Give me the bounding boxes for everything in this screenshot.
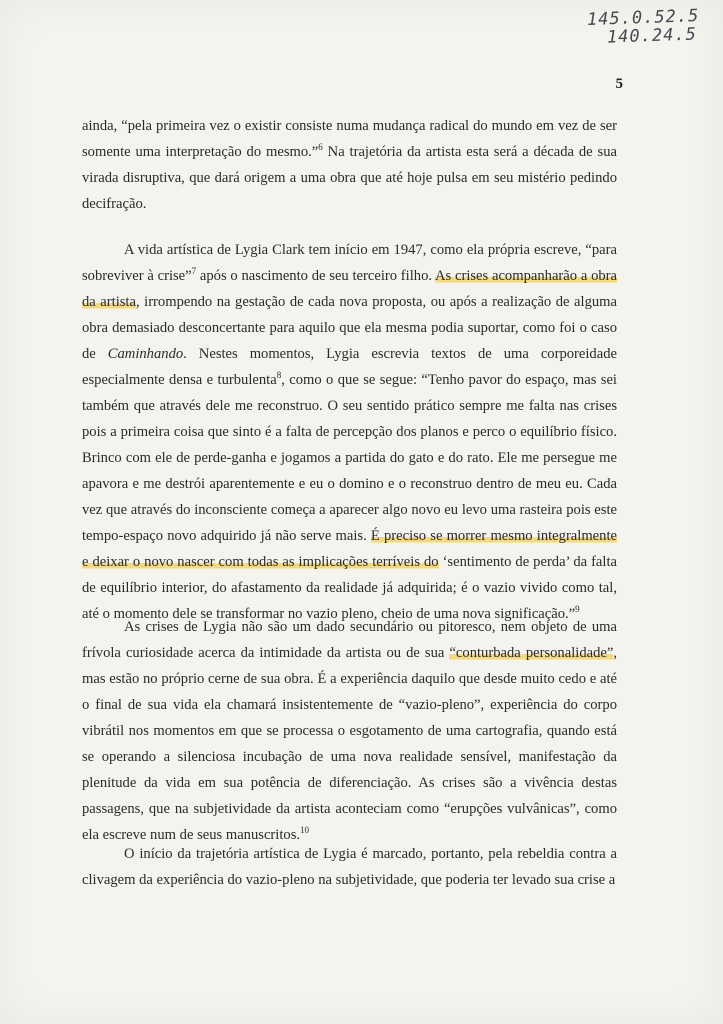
work-title-caminhando: Caminhando (107, 346, 184, 362)
footnote-ref-9: 9 (575, 604, 580, 615)
paragraph-4 (82, 841, 617, 893)
paragraph-2-text-e: , como o que se segue: “Tenho pavor do espaço, mas sei também que através dele me reconstruo. O seu sentido prático sempre me falta nas crises pois a primeira coisa que sinto é a falta de percepção dos planos e perco o equilíbrio físico. Brinco com ele de perde-ganha e jogamos a partida do gato e do rato. Ele me persegue me apavora e me destrói aparentemente e eu o domino e o reconstruo dentro de meu eu. Cada vez que através do inconsciente começa a aparecer algo novo eu levo uma rasteira pois este tempo-espaço novo adquirido já não serve mais. (82, 372, 617, 544)
paragraph-2-text-f: ‘sentimento de perda’ da falta de equilíbrio interior, do afastamento da realidade já adquirida; é o vazio vivido como tal, até o momento dele se transformar no vazio pleno, cheio de uma nova significação.” (82, 554, 617, 622)
footnote-ref-8: 8 (276, 370, 282, 381)
paragraph-3-text-b: , mas estão no próprio cerne de sua obra. É a experiência daquilo que desde muito cedo e até o final de sua vida ela chamará insistentemente de “vazio-pleno”, experiência do corpo vibrátil nos momentos em que se processa o esgotamento de uma cartografia, quando está se operando a silenciosa incubação de uma nova realidade sensível, manifestação da plenitude da vida em sua potência de diferenciação. As crises são a vivência destas passagens, que na subjetividade da artista aconteciam como “erupções vulvânicas”, como ela escreve num de seus manuscritos. (82, 645, 617, 843)
footnote-ref-10: 10 (300, 825, 310, 836)
paragraph-3 (82, 614, 617, 848)
paragraph-4-text: O início da trajetória artística de Lygia é marcado, portanto, pela rebeldia contra a clivagem da experiência do vazio-pleno na subjetividade, que poderia ter levado sua crise a (82, 846, 617, 888)
paragraph-2 (82, 237, 617, 627)
highlight-preciso-morrer: É preciso se morrer mesmo integralmente e deixar o novo nascer com todas as implicações terríveis do (82, 528, 617, 570)
paragraph-2-text-d: . Nestes momentos, Lygia escrevia textos de uma corporeidade especialmente densa e turbulenta (82, 346, 617, 388)
page-number: 5 (615, 76, 623, 92)
handwritten-annotation-2: 140.24.5 (606, 24, 698, 48)
paragraph-2-text-b: após o nascimento de seu terceiro filho. (196, 268, 435, 284)
footnote-ref-6: 6 (318, 142, 323, 153)
paragraph-1-text-a: ainda, “pela primeira vez o existir consiste numa mudança radical do mundo em vez de ser somente uma interpretação do mesmo.” (82, 118, 617, 160)
highlight-conturbada: “conturbada personalidade” (449, 645, 614, 661)
paragraph-1-text-b: Na trajetória da artista esta será a década de sua virada disruptiva, que dará origem a uma obra que até hoje pulsa em seu mistério pedindo decifração. (82, 144, 617, 212)
handwritten-annotation-1: 145.0.52.5 (586, 6, 700, 30)
paragraph-3-text-a: As crises de Lygia não são um dado secundário ou pitoresco, nem objeto de uma frívola curiosidade acerca da intimidade da artista ou de sua (82, 619, 617, 661)
paragraph-2-text-a: A vida artística de Lygia Clark tem início em 1947, como ela própria escreve, “para sobreviver à crise” (82, 242, 617, 284)
paragraph-2-text-c: , irrompendo na gestação de cada nova proposta, ou após a realização de alguma obra demasiado desconcertante para aquilo que ela mesma podia suportar, como foi o caso de (82, 294, 617, 362)
paragraph-1 (82, 113, 617, 217)
footnote-ref-7: 7 (191, 266, 197, 277)
highlight-crises-obra: As crises acompanharão a obra da artista (82, 268, 618, 310)
